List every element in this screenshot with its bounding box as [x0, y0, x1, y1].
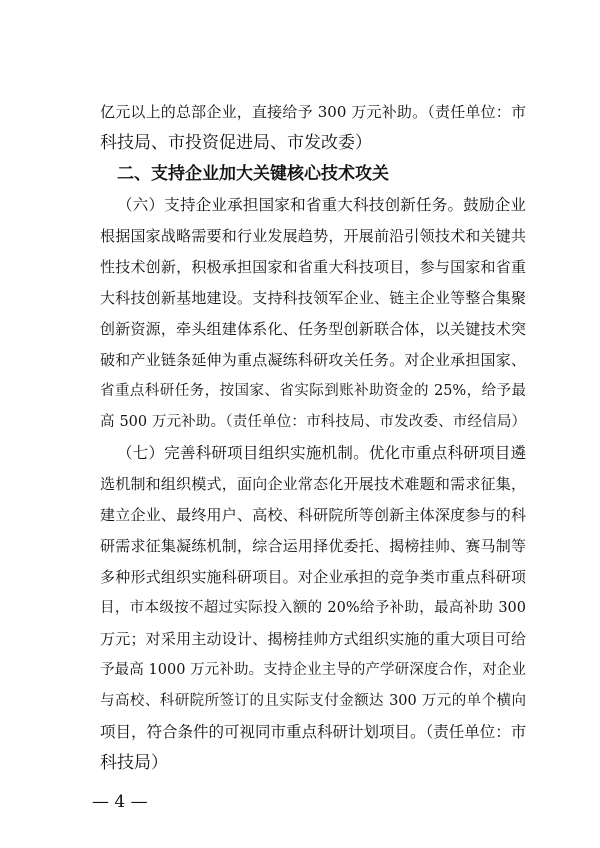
page-number: — 4 — [92, 792, 148, 812]
para7-line-1: （七）完善科研项目组织实施机制。优化市重点科研项目遴 [117, 444, 526, 462]
para6-line-5: 创新资源，牵头组建体系化、任务型创新联合体，以关键技术突 [100, 320, 526, 338]
para7-line-7: 万元；对采用主动设计、揭榜挂帅方式组织实施的重大项目可给 [100, 630, 526, 648]
intro-line-1: 亿元以上的总部企业，直接给予 300 万元补助。（责任单位：市 [100, 103, 526, 121]
para6-line-6: 破和产业链条延伸为重点凝练科研攻关任务。对企业承担国家、 [100, 351, 526, 369]
para6-line-7: 省重点科研任务，按国家、省实际到账补助资金的 25%，给予最 [100, 383, 526, 399]
para7-line-9: 与高校、科研院所签订的且实际支付金额达 300 万元的单个横向 [100, 693, 526, 709]
para6-line-4: 大科技创新基地建设。支持科技领军企业、链主企业等整合集聚 [100, 289, 526, 307]
intro-line-2: 科技局、市投资促进局、市发改委） [100, 133, 372, 153]
para7-line-6: 目，市本级按不超过实际投入额的 20%给予补助，最高补助 300 [100, 600, 526, 616]
para7-line-10: 项目，符合条件的可视同市重点科研计划项目。（责任单位：市 [100, 723, 527, 741]
para6-line-1: （六）支持企业承担国家和省重大科技创新任务。鼓励企业 [117, 196, 526, 214]
para7-line-5: 多种形式组织实施科研项目。对企业承担的竞争类市重点科研项 [100, 568, 526, 586]
para7-line-2: 选机制和组织模式，面向企业常态化开展技术难题和需求征集， [100, 475, 526, 493]
section-heading: 二、支持企业加大关键核心技术攻关 [117, 164, 389, 184]
para6-line-2: 根据国家战略需要和行业发展趋势，开展前沿引领技术和关键共 [100, 227, 526, 245]
para6-line-3: 性技术创新，积极承担国家和省重大科技项目，参与国家和省重 [100, 258, 526, 276]
para7-line-11: 科技局） [100, 753, 168, 773]
para6-line-8: 高 500 万元补助。（责任单位：市科技局、市发改委、市经信局） [100, 414, 526, 430]
para7-line-8: 予最高 1000 万元补助。支持企业主导的产学研深度合作，对企业 [100, 662, 526, 678]
para7-line-3: 建立企业、最终用户、高校、科研院所等创新主体深度参与的科 [100, 506, 526, 524]
para7-line-4: 研需求征集凝练机制，综合运用择优委托、揭榜挂帅、赛马制等 [100, 537, 526, 555]
